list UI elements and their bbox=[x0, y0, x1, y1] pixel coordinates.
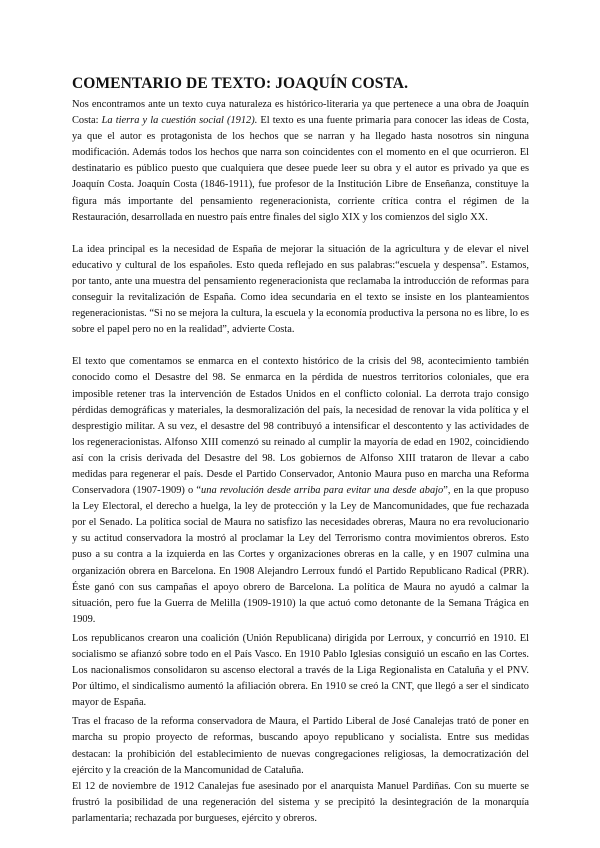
intro-text-start: Nos encontramos ante un texto cuya naturaleza es histórico-literaria ya que pertenece a una obra de Joaquín Costa: bbox=[72, 99, 529, 127]
document-title: COMENTARIO DE TEXTO: JOAQUÍN COSTA. bbox=[72, 75, 409, 92]
intro-text-end: El texto es una fuente primaria para conocer las ideas de Costa, ya que el autor es protagonista de los hechos que se narran y ha llegado hasta nosotros sin ninguna modificación. Además todos los hechos que narra son coincidentes con el momento en el que ocurrieron. El destinatario es público puesto que cualquiera que desee puede leer su obra y el autor es privado ya que es Joaquín Costa. Joaquín Costa (1846-1911), fue profesor de la Institución Libre de Enseñanza, constituye la figura más importante del pensamiento regeneracionista, corriente crítica contra el régimen de la Restauración, desarrollada en nuestro país entre finales del siglo XIX y los comienzos del siglo XX. bbox=[72, 115, 529, 223]
context-text-end: ”, en la que propuso la Ley Electoral, el derecho a huelga, la ley de protección y la Ley de Mancomunidades, que fue rechazada por el Senado. La política social de Maura no satisfizo las necesidades obreras, Maura no era revolucionario y su actitud conservadora la mostró al proclamar la Ley del Terrorismo contra movimientos obreros. Esto puso a su contra a la izquierda en las Cortes y organizaciones obreras en la calle, y en 1907 culmina una organización obrera en Barcelona. En 1908 Alejandro Lerroux fundó el Partido Republicano Radical (PRR). Éste ganó con sus campañas el apoyo obrero de Barcelona. La política de Maura no ayudó a calmar la situación, pero fue la Guerra de Melilla (1909-1910) la que actuó como detonante de la Semana Trágica en 1909. bbox=[72, 485, 530, 625]
paragraph-main-idea: La idea principal es la necesidad de España de mejorar la situación de la agricultura y de elevar el nivel educativo y cultural de los españoles. Esto queda reflejado en sus palabras:“escuela y despensa”. Estamos, por tanto, ante una muestra del pensamiento regeneracionista que reclamaba la introducción de reformas para conseguir la revitalización de España. Como idea secundaria en el texto se insiste en los planteamientos regeneracionistas. “Si no se mejora la cultura, la escuela y la economía productiva la persona no es libre, lo es sobre el papel pero no en la realidad”, advierte Costa. bbox=[72, 243, 530, 336]
paragraph-historical-context bbox=[72, 354, 529, 628]
paragraph-canalejas-death: El 12 de noviembre de 1912 Canalejas fue asesinado por el anarquista Manuel Pardiñas. Con su muerte se frustró la posibilidad de una regeneración del sistema y se precipitó la desintegración de la monarquía parlamentaria; rechazada por burgueses, ejército y obreros. bbox=[72, 780, 529, 824]
document-page bbox=[72, 75, 529, 827]
paragraph-republicans: Los republicanos crearon una coalición (Unión Republicana) dirigida por Lerroux, y concurrió en 1910. El socialismo se afianzó sobre todo en el País Vasco. En 1910 Pablo Iglesias consiguió un escaño en las Cortes. Los nacionalismos consolidaron su ascenso electoral a través de la Liga Regionalista en Cataluña y el PNV. Por último, el sindicalismo aumentó la afiliación obrera. En 1910 se creó la CNT, que llegó a ser el sindicato mayor de España. bbox=[72, 632, 529, 709]
context-text-start: El texto que comentamos se enmarca en el contexto histórico de la crisis del 98, acontecimiento también conocido como el Desastre del 98. Se enmarca en la pérdida de nuestros territorios coloniales, que era imposible retener tras la intervención de Estados Unidos en el conflicto colonial. La derrota trajo consigo pérdidas demográficas y materiales, la desmoralización del país, la necesidad de renovar la vida política y el desprestigio militar. A su vez, el desastre del 98 contribuyó a intensificar el descontento y las actividades de los regeneracionistas. Alfonso XIII comenzó su reinado al cumplir la mayoría de edad en 1902, coincidiendo así con la crisis derivada del Desastre del 98. Los gobiernos de Alfonso XIII trataron de llevar a cabo medidas para regenerar el país. Desde el Partido Conservador, Antonio Maura puso en marcha una Reforma Conservadora (1907-1909) o “ bbox=[72, 356, 529, 497]
paragraph-introduction bbox=[72, 97, 529, 226]
maura-quote: una revolución desde arriba para evitar una desde abajo bbox=[201, 485, 444, 497]
paragraph-canalejas-reforms: Tras el fracaso de la reforma conservadora de Maura, el Partido Liberal de José Canalejas trató de poner en marcha su propio proyecto de reformas, buscando apoyo republicano y socialista. Entre sus medidas destacan: la prohibición del establecimiento de nuevas congregaciones religiosas, la democratización del ejército y la creación de la Mancomunidad de Cataluña. bbox=[72, 716, 529, 776]
work-title: La tierra y la cuestión social (1912). bbox=[101, 115, 258, 127]
